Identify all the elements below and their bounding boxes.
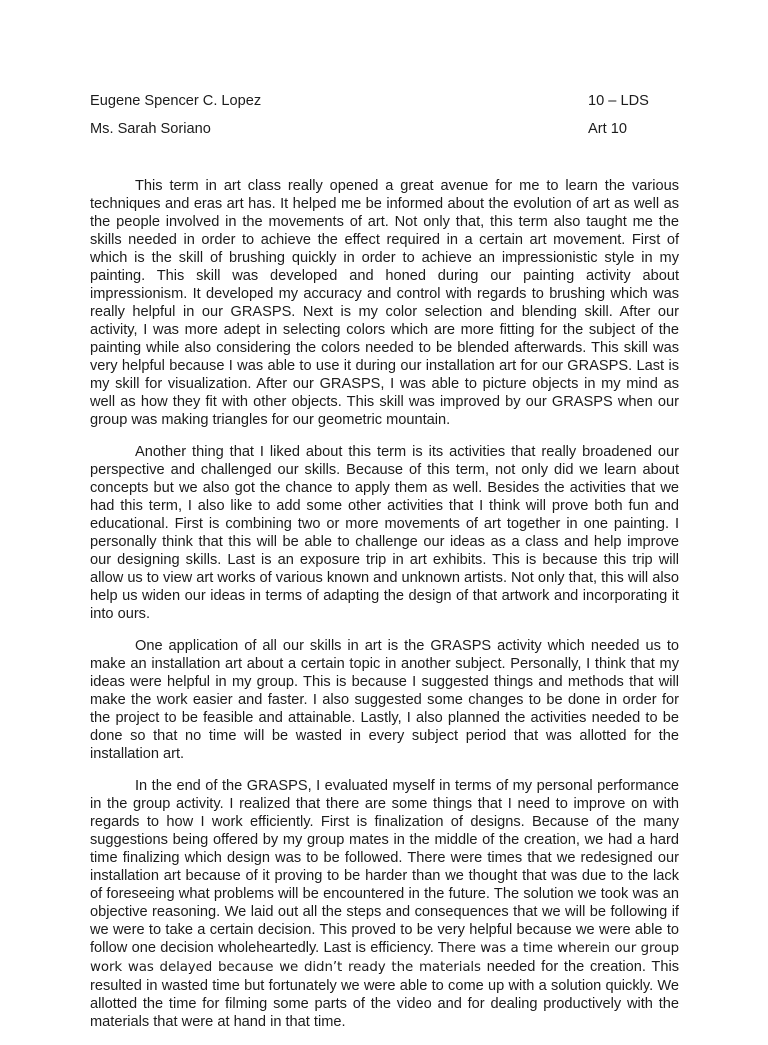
paragraph-3: One application of all our skills in art is the GRASPS activity which needed us to make an installation art about a certain topic in another subject. Personally, I think that my ideas were helpful in my group. This is because I suggested things and methods that will make the work easier and faster. I also suggested some changes to be done in order for the project to be feasible and attainable. Lastly, I also planned the activities needed to be done so that no time will be wasted in every subject period that was allotted for the installation art. [90, 638, 679, 762]
essay-body [90, 177, 679, 1045]
paragraph-4 [90, 777, 679, 1031]
paragraph-1: This term in art class really opened a great avenue for me to learn the various techniques and eras art has. It helped me be informed about the evolution of art as well as the people involved in the movements of art. Not only that, this term also taught me the skills needed in order to achieve the effect required in a certain art movement. First of which is the skill of brushing quickly in order to achieve an impressionistic style in my painting. This skill was developed and honed during our painting activity about impressionism. It developed my accuracy and control with regards to brushing which was really helpful in our GRASPS. Next is my color selection and blending skill. After our activity, I was more adept in selecting colors which are more fitting for the subject of the painting while also considering the colors needed to be blended afterwards. This skill was very helpful because I was able to use it during our installation art for our GRASPS. Last is my skill for visualization. After our GRASPS, I was able to picture objects in my mind as well as how they fit with other objects. This skill was improved by our GRASPS when our group was making triangles for our geometric mountain. [90, 178, 679, 428]
paragraph-2: Another thing that I liked about this term is its activities that really broadened our perspective and challenged our skills. Because of this term, not only did we learn about concepts but we also got the chance to apply them as well. Besides the activities that we had this term, I also like to add some other activities that I think will prove both fun and educational. First is combining two or more movements of art together in one painting. I personally think that this will be able to challenge our ideas as a class and help improve our designing skills. Last is an exposure trip in art exhibits. This is because this trip will allow us to view art works of various known and unknown artists. Not only that, this will also help us widen our ideas in terms of adapting the design of that artwork and incorporating it into ours. [90, 444, 679, 622]
subject-name: Art 10 [588, 121, 627, 137]
teacher-name: Ms. Sarah Soriano [90, 121, 211, 137]
paragraph-4-alt-font-line: There was a time wherein our group work was delayed because we didn’t ready the materials [90, 941, 679, 975]
paragraph-4-ending: needed for the creation. This resulted in wasted time but fortunately we were able to come up with a solution quickly. We allotted the time for filming some parts of the video and for dealing productively with the materials that were at hand in that time. [90, 959, 680, 1030]
class-section: 10 – LDS [588, 93, 649, 109]
paragraph-4-text: In the end of the GRASPS, I evaluated myself in terms of my personal performance in the group activity. I realized that there are some things that I need to improve on with regards to how I work efficiently. First is finalization of designs. Because of the many suggestions being offered by my group mates in the middle of the creation, we had a hard time finalizing which design was to be followed. There were times that we redesigned our installation art because of it proving to be harder than we thought that was due to the lack of foreseeing what problems will be encountered in the future. The solution we took was an objective reasoning. We laid out all the steps and consequences that we will be following if we were to take a certain decision. This proved to be very helpful because we were able to follow one decision wholeheartedly. Last is efficiency. [90, 778, 679, 956]
student-name: Eugene Spencer C. Lopez [90, 93, 262, 109]
